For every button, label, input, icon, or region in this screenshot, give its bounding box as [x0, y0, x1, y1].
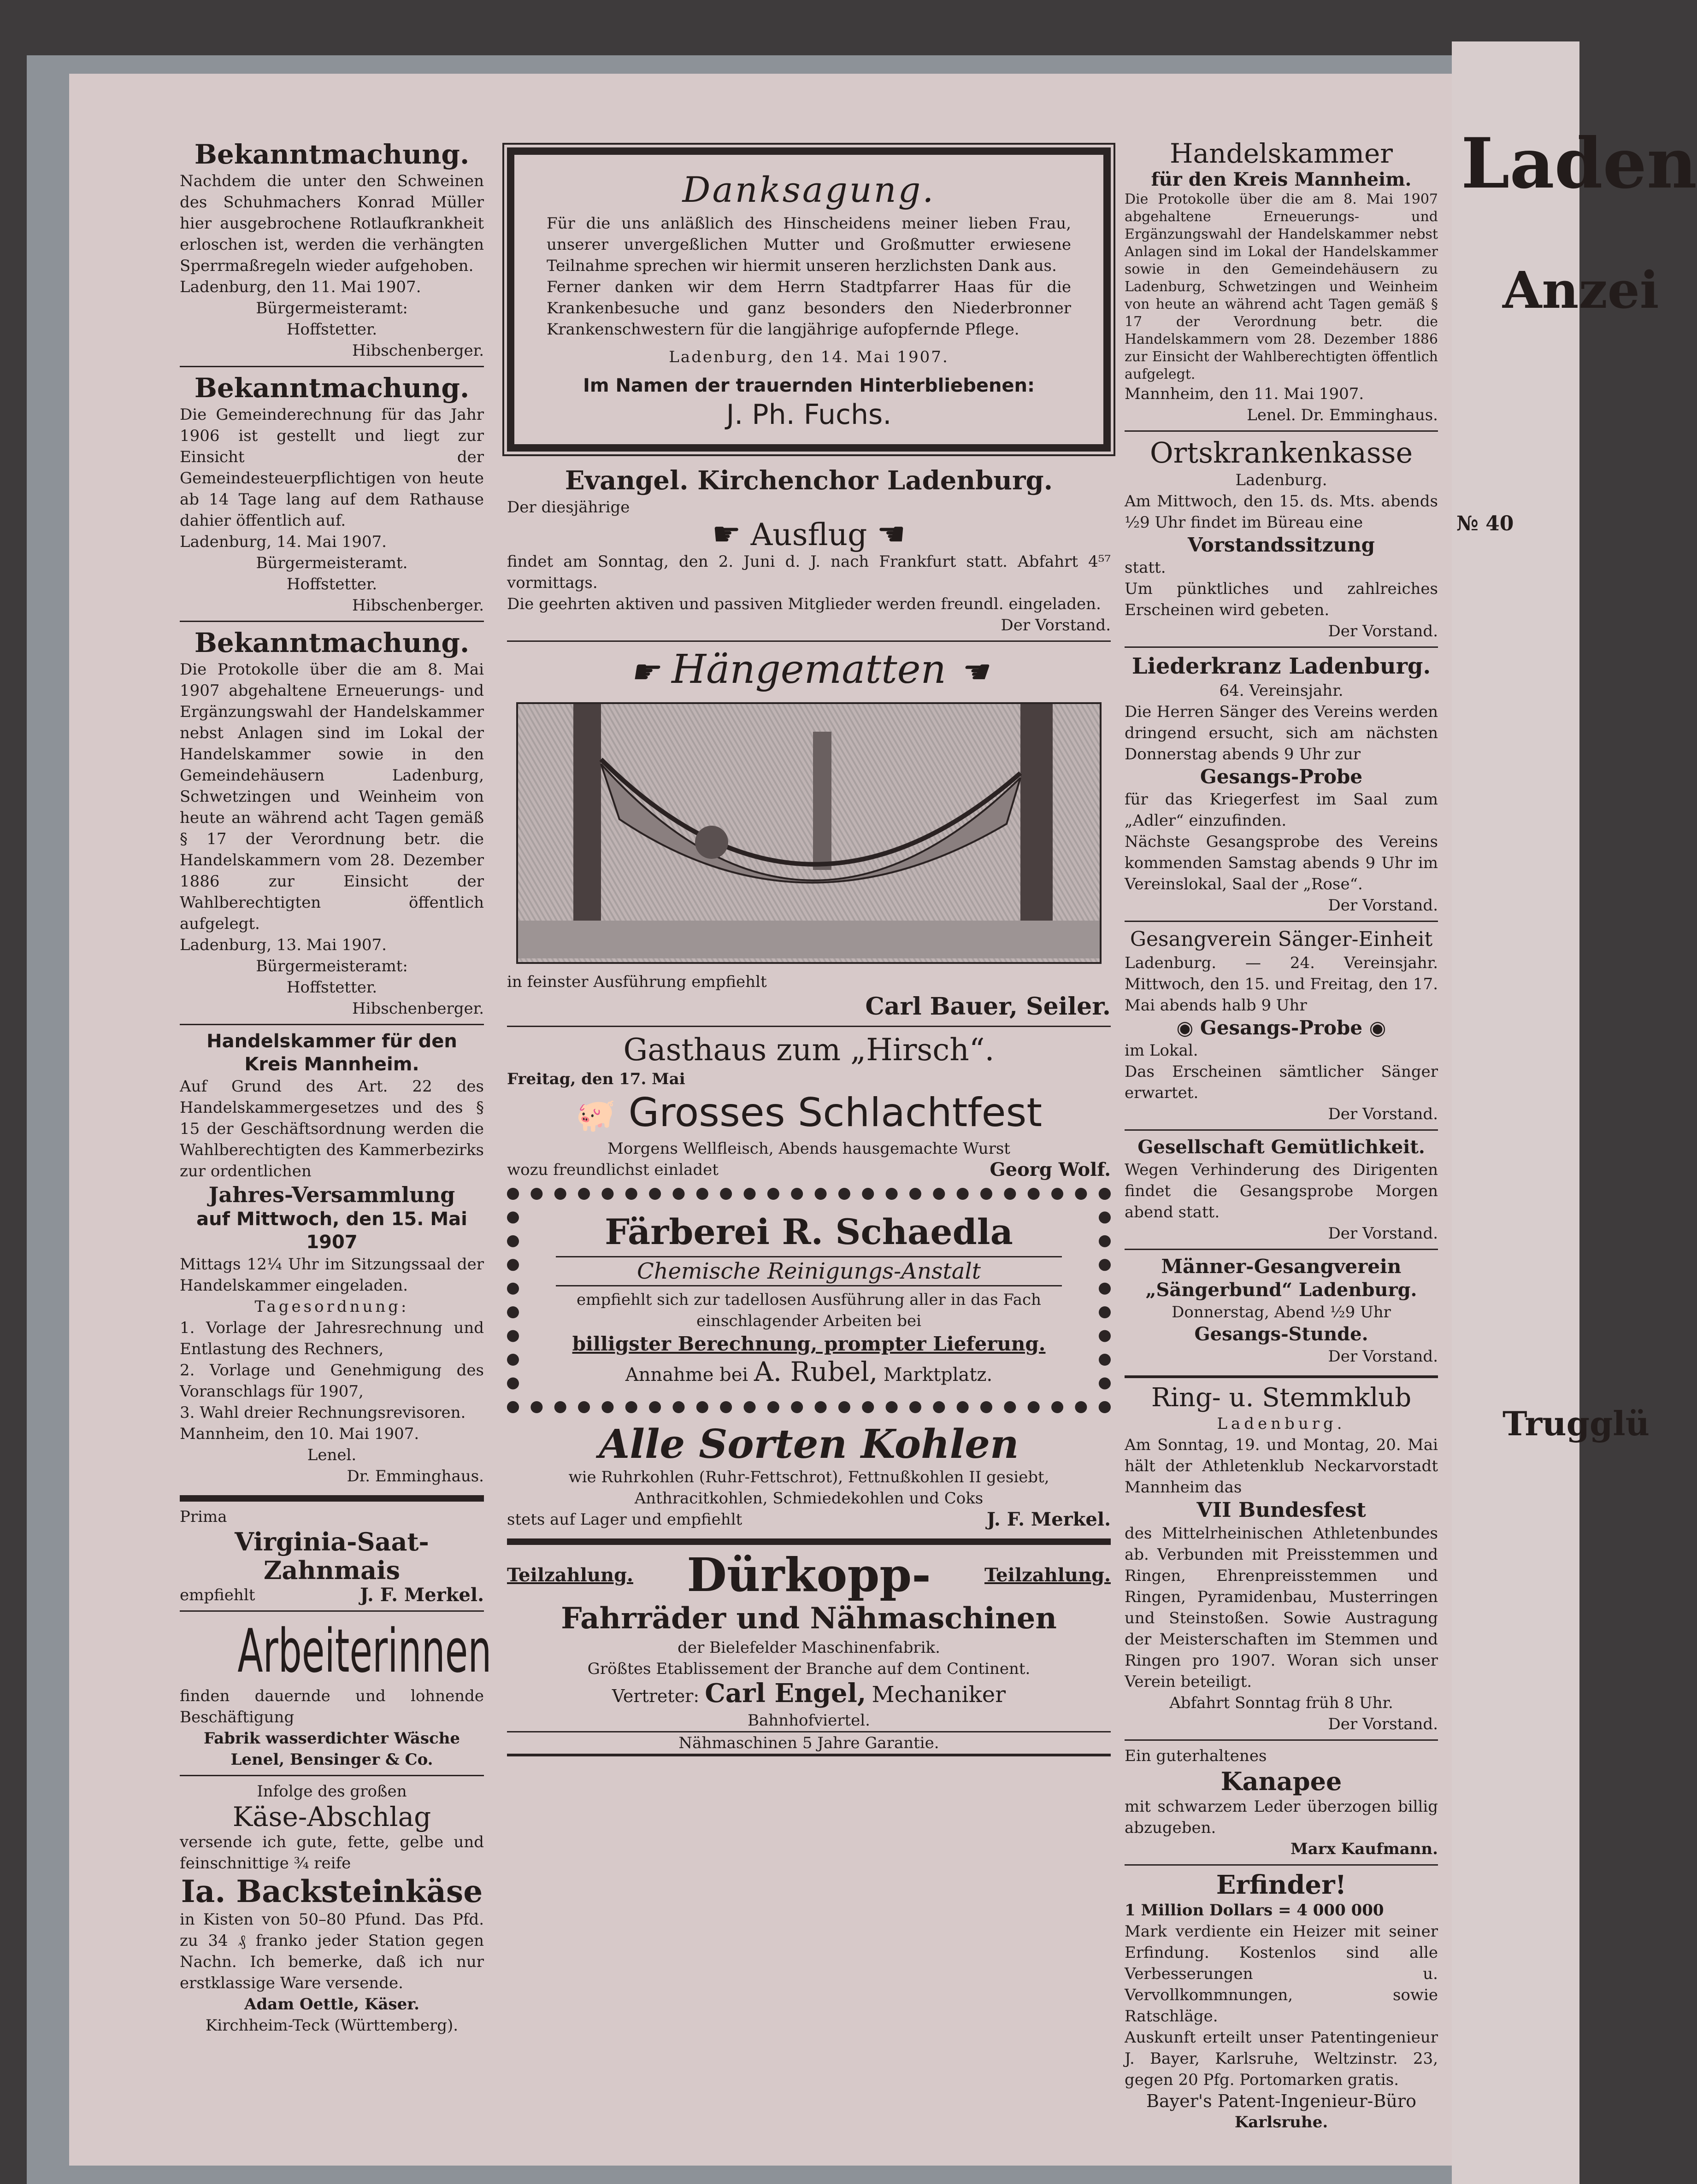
ad-place: Kirchheim-Teck (Württemberg). — [205, 2016, 459, 2035]
ad-sig: Der Vorstand. — [1001, 616, 1111, 634]
ad-place: Bahnhofviertel. — [748, 1711, 870, 1730]
ad-big — [507, 515, 1111, 553]
notice-place: Mannheim, den 10. Mai 1907. — [180, 1425, 419, 1443]
ad-erfinder — [1125, 1870, 1438, 2133]
notice-rotlauf — [180, 138, 484, 361]
notice-place: Ladenburg, 13. Mai 1907. — [180, 936, 387, 954]
notice-handelskammer — [1125, 138, 1438, 426]
ad-title: Arbeiterinnen — [237, 1616, 492, 1686]
ad-body: empfiehlt sich zur tadellosen Ausführung aller in das Fach einschlagender Arbeiten bei — [577, 1291, 1041, 1330]
ad-sig: J. F. Merkel. — [360, 1584, 484, 1606]
ad-big — [507, 1090, 1111, 1138]
notice-sig: Dr. Emminghaus. — [347, 1467, 484, 1485]
notice-protokolle — [180, 627, 484, 1019]
column-right — [1125, 138, 1438, 2133]
divider — [507, 1026, 1111, 1027]
notice-sig: Hibschenberger. — [352, 999, 484, 1018]
divider — [180, 1024, 484, 1025]
ad-side: Teilzahlung. — [507, 1564, 633, 1586]
target-icon: ◉ — [1176, 1016, 1194, 1039]
ad-body: mit schwarzem Leder überzogen billig abzugeben. — [1125, 1797, 1438, 1837]
notice-body: Wegen Verhinderung des Dirigenten findet die Gesangsprobe Morgen abend statt. — [1125, 1161, 1438, 1221]
notice-body: Abfahrt Sonntag früh 8 Uhr. — [1169, 1694, 1393, 1712]
notice-sig: Hoffstetter. — [286, 978, 377, 997]
divider — [1125, 921, 1438, 922]
notice-title: Bekanntmachung. — [194, 372, 470, 404]
facing-masthead: Laden — [1461, 123, 1697, 204]
ad-firm: Lenel, Bensinger & Co. — [230, 1750, 433, 1769]
ad-subtitle: Fahrräder und Nähmaschinen — [561, 1601, 1057, 1636]
notice-bold: VII Bundesfest — [1196, 1498, 1366, 1522]
notice-body: Auf Grund des Art. 22 des Handelskammergesetzes und des § 15 der Geschäftsordnung werden die Wahlberechtigten des Kammerbezirks zur ordentlichen — [180, 1077, 484, 1180]
notice-bold-text: Gesangs-Probe — [1200, 1016, 1363, 1039]
notice-title: Handelskammer für den Kreis Mannheim. — [206, 1031, 457, 1075]
notice-place: Mannheim, den 11. Mai 1907. — [1125, 385, 1364, 403]
ad-body: versende ich gute, fette, gelbe und feinschnittige ¾ reife — [180, 1833, 484, 1873]
ad-title: Dürkopp- — [687, 1548, 931, 1602]
dank-body: Ferner danken wir dem Herrn Stadtpfarrer Haas für die Krankenbesuche und ganz besonders den Niederbronner Krankenschwestern für die langjährige aufopfernde Pflege. — [547, 278, 1071, 339]
notice-title: Ortskrankenkasse — [1149, 436, 1413, 470]
notice-body: Nächste Gesangsprobe des Vereins kommenden Samstag abends 9 Uhr im Vereinslokal, Saal der „Rose“. — [1125, 833, 1438, 893]
ad-title-row — [507, 646, 1111, 695]
notice-title: Männer-Gesangverein — [1161, 1255, 1402, 1278]
notice-sig: Der Vorstand. — [1328, 1715, 1438, 1733]
dank-subtitle: Im Namen der trauernden Hinterbliebenen: — [583, 375, 1035, 396]
notice-place: Ladenburg, 14. Mai 1907. — [180, 533, 387, 551]
divider — [1125, 1864, 1438, 1866]
notice-body: im Lokal. — [1125, 1041, 1198, 1060]
person-head — [695, 826, 728, 859]
notice-bold — [1125, 1016, 1438, 1040]
ad-body: finden dauernde und lohnende Beschäftigung — [180, 1687, 484, 1726]
tree-trunk — [573, 704, 601, 958]
ad-body: Größtes Etablissement der Branche auf dem Continent. — [587, 1660, 1031, 1678]
notice-title: Gesellschaft Gemütlichkeit. — [1137, 1136, 1425, 1158]
divider — [1125, 1129, 1438, 1131]
ad-accept — [537, 1356, 1080, 1390]
notice-sig: Lenel. Dr. Emminghaus. — [1247, 406, 1438, 424]
facing-issue-number: № 40 — [1456, 512, 1514, 535]
notice-body: Nachdem die unter den Schweinen des Schuhmachers Konrad Müller hier ausgebrochene Rotlaufkrankheit erloschen ist, werden die verhängten Sperrmaßregeln wieder aufgehoben. — [180, 172, 484, 275]
hammock-illustration — [516, 702, 1102, 964]
agenda-item: 2. Vorlage und Genehmigung des Voranschlags für 1907, — [180, 1361, 484, 1401]
divider — [180, 366, 484, 367]
notice-body: Mittags 12¼ Uhr im Sitzungssaal der Handelskammer eingeladen. — [180, 1255, 484, 1295]
dank-name: J. Ph. Fuchs. — [726, 399, 892, 431]
ad-side: Teilzahlung. — [984, 1564, 1111, 1586]
ad-body: findet am Sonntag, den 2. Juni d. J. nach Frankfurt statt. Abfahrt 4⁵⁷ vormittags. — [507, 552, 1111, 592]
divider — [1125, 1249, 1438, 1250]
ad-rep-job: Mechaniker — [872, 1682, 1006, 1708]
notice-title: Liederkranz Ladenburg. — [1131, 653, 1431, 679]
notice-bold: Vorstandssitzung — [1188, 534, 1375, 556]
notice-body: Das Erscheinen sämtlicher Sänger erwartet. — [1125, 1063, 1438, 1102]
divider — [180, 1775, 484, 1776]
tree-trunk — [813, 732, 831, 870]
ad-hirsch — [507, 1032, 1111, 1180]
divider — [1125, 646, 1438, 648]
pointing-hand-icon: ☛ — [712, 515, 741, 553]
notice-gemeinderechnung — [180, 372, 484, 616]
ad-sig: Georg Wolf. — [990, 1159, 1111, 1180]
ad-title: Alle Sorten Kohlen — [599, 1421, 1019, 1468]
notice-ortskrankenkasse — [1125, 436, 1438, 642]
ad-rep — [507, 1679, 1111, 1710]
notice-sig: Hibschenberger. — [352, 596, 484, 615]
notice-title: Gesangverein Sänger-Einheit — [1130, 928, 1433, 951]
notice-gemuetlichkeit — [1125, 1135, 1438, 1244]
notice-title: Bekanntmachung. — [194, 139, 470, 170]
notice-sig: Hoffstetter. — [286, 575, 377, 593]
notice-body: statt. — [1125, 558, 1166, 577]
divider — [180, 1610, 484, 1612]
ad-sig: Bayer's Patent-Ingenieur-Büro — [1146, 2091, 1416, 2111]
ad-left: stets auf Lager und empfiehlt — [507, 1510, 742, 1529]
notice-subtitle: Jahres-Versammlung — [208, 1182, 455, 1207]
ad-title-row — [507, 1550, 1111, 1600]
ad-arbeiterinnen — [180, 1616, 492, 1770]
column-left — [180, 138, 492, 2036]
ad-sig: Marx Kaufmann. — [1290, 1840, 1438, 1858]
dank-body: Für die uns anläßlich des Hinscheidens meiner lieben Frau, unserer unvergeßlichen Mutter und Großmutter erwiesene Teilnahme sprechen wir hiermit unseren herzlichsten Dank aus. — [547, 214, 1071, 275]
ad-footer — [180, 1585, 484, 1606]
ad-body: Die geehrten aktiven und passiven Mitglieder werden freundl. eingeladen. — [507, 595, 1101, 613]
ad-pre: Infolge des großen — [257, 1782, 407, 1801]
ad-left: wozu freundlichst einladet — [507, 1161, 719, 1179]
ad-pre: Ein guterhaltenes — [1125, 1747, 1267, 1765]
notice-saengerbund — [1125, 1255, 1438, 1367]
ad-title: Evangel. Kirchenchor Ladenburg. — [565, 465, 1053, 496]
dank-title: Danksagung. — [682, 169, 936, 210]
ad-body: wie Ruhrkohlen (Ruhr-Fettschrot), Fettnußkohlen II gesiebt, Anthracitkohlen, Schmiedekohlen und Coks — [568, 1468, 1049, 1508]
ad-kohlen — [507, 1422, 1111, 1530]
ad-footer — [507, 1159, 1111, 1180]
ad-kirchenchor — [507, 464, 1111, 636]
ad-body: der Bielefelder Maschinenfabrik. — [678, 1638, 940, 1657]
ad-sig: J. F. Merkel. — [987, 1509, 1111, 1530]
notice-subtitle: 64. Vereinsjahr. — [1219, 681, 1343, 700]
notice-ringklub — [1125, 1383, 1438, 1735]
notice-body: Die Protokolle über die am 8. Mai 1907 abgehaltene Erneuerungs- und Ergänzungswahl der Handelskammer nebst Anlagen sind im Lokal der Handelskammer sowie in den Gemeindehäusern Ladenburg, Schwetzingen und Weinheim von heute an während acht Tagen gemäß § 17 der Verordnung betr. die Handelskammern vom 28. Dezember 1886 zur Einsicht der Wahlberechtigten öffentlich aufgelegt. — [180, 660, 484, 933]
ad-kaese — [180, 1781, 484, 2036]
notice-bold: Gesangs-Stunde. — [1194, 1323, 1368, 1345]
notice-body: Ladenburg. — 24. Vereinsjahr. Mittwoch, den 15. und Freitag, den 17. Mai abends halb 9 Uhr — [1125, 954, 1438, 1015]
agenda-item: 3. Wahl dreier Rechnungsrevisoren. — [180, 1403, 466, 1422]
notice-sig: Der Vorstand. — [1328, 622, 1438, 640]
notice-bold: Gesangs-Probe — [1200, 765, 1363, 788]
ad-left: empfiehlt — [180, 1586, 255, 1604]
ad-accept-place: Marktplatz. — [883, 1364, 993, 1386]
notice-office: Bürgermeisteramt: — [256, 957, 408, 975]
column-middle — [507, 147, 1111, 1756]
notice-body: des Mittelrheinischen Athletenbundes ab. Verbunden mit Preisstemmen und Ringen, Ehrenpreisstemmen und Ringen, Pyramidenbau, Musterringen und Steinstoßen. Sowie Austragung der Meisterschaften im Stemmen und Ringen pro 1907. Woran sich unser Verein beteiligt. — [1125, 1524, 1438, 1691]
ad-body: Auskunft erteilt unser Patentingenieur J. Bayer, Karlsruhe, Weltzinstr. 23, gegen 20 Pfg. Portomarken gratis. — [1125, 2028, 1438, 2089]
ad-big-text: Ausflug — [750, 517, 867, 552]
notice-place: Ladenburg. — [1217, 1415, 1346, 1433]
pointing-hand-icon: ☚ — [877, 515, 906, 553]
ad-firm: Fabrik wasserdichter Wäsche — [203, 1729, 460, 1748]
notice-subtitle: für den Kreis Mannheim. — [1151, 169, 1412, 190]
ad-haengematten — [507, 646, 1111, 1021]
notice-body: Um pünktliches und zahlreiches Erscheinen wird gebeten. — [1125, 580, 1438, 619]
ad-body: in Kisten von 50–80 Pfund. Das Pfd. zu 34 ₰ franko jeder Station gegen Nachn. Ich bemerke, daß ich nur erstklassige Ware versende. — [180, 1910, 484, 1992]
notice-title: Handelskammer — [1169, 138, 1393, 169]
notice-place: Ladenburg, den 11. Mai 1907. — [180, 278, 421, 296]
ad-title: Färberei R. Schaedla — [605, 1211, 1013, 1252]
ad-place: Karlsruhe. — [1234, 2113, 1328, 2131]
notice-office: Bürgermeisteramt: — [256, 299, 408, 317]
ad-zahnmais — [180, 1506, 484, 1606]
notice-title: Ring- u. Stemmklub — [1151, 1383, 1412, 1413]
divider — [507, 1538, 1111, 1545]
ad-title: Gasthaus zum „Hirsch“. — [623, 1032, 995, 1068]
notice-body: Am Mittwoch, den 15. ds. Mts. abends ½9 Uhr findet im Büreau eine — [1125, 492, 1438, 532]
ad-pre: in feinster Ausführung empfiehlt — [507, 973, 767, 991]
notice-liederkranz — [1125, 652, 1438, 916]
ad-kanapee — [1125, 1745, 1438, 1860]
notice-body: Die Herren Sänger des Vereins werden dringend ersucht, sich am nächsten Donnerstag abends 9 Uhr zur — [1125, 703, 1438, 763]
ad-accept-label: Annahme bei — [625, 1364, 748, 1386]
ad-bold: billigster Berechnung, prompter Lieferung. — [572, 1333, 1046, 1355]
ad-pre: Prima — [180, 1508, 227, 1526]
notice-sig: Der Vorstand. — [1328, 1347, 1438, 1366]
ad-rep-label: Vertreter: — [612, 1686, 700, 1706]
notice-sig: Hibschenberger. — [352, 341, 484, 360]
ad-title: Kanapee — [1220, 1767, 1342, 1796]
ad-sig: Adam Oettle, Käser. — [244, 1995, 419, 2014]
ad-body: Mark verdiente ein Heizer mit seiner Erfindung. Kostenlos sind alle Verbesserungen u. Vervollkommnungen, sowie Ratschläge. — [1125, 1922, 1438, 2025]
ad-big-text: Grosses Schlachtfest — [628, 1090, 1043, 1136]
ad-title: Hängematten — [672, 646, 946, 693]
notice-sig: Lenel. — [307, 1446, 357, 1464]
notice-place: Ladenburg. — [1235, 471, 1327, 489]
notice-subtitle: „Sängerbund“ Ladenburg. — [1145, 1279, 1417, 1301]
notice-sig: Der Vorstand. — [1328, 896, 1438, 915]
facing-story-title: Trugglü — [1503, 1404, 1650, 1443]
facing-subhead: Anzei — [1503, 260, 1659, 320]
pointing-hand-icon: ☚ — [959, 653, 988, 691]
notice-body: Die Gemeinderechnung für das Jahr 1906 ist gestellt und liegt zur Einsicht der Gemeindesteuerpflichtigen von heute ab 14 Tage lang auf dem Rathause dahier öffentlich auf. — [180, 405, 484, 530]
divider — [1125, 1739, 1438, 1741]
agenda-item: 1. Vorlage der Jahresrechnung und Entlastung des Rechners, — [180, 1319, 484, 1358]
notice-sig: Der Vorstand. — [1328, 1224, 1438, 1243]
notice-body: Donnerstag, Abend ½9 Uhr — [1172, 1303, 1391, 1321]
notice-saenger-einheit — [1125, 927, 1438, 1125]
ad-sig: Carl Bauer, Seiler. — [865, 992, 1111, 1021]
divider — [1125, 430, 1438, 432]
notice-date: auf Mittwoch, den 15. Mai 1907 — [196, 1209, 467, 1253]
ad-footer — [507, 1509, 1111, 1530]
notice-office: Bürgermeisteramt. — [256, 554, 408, 572]
ad-title: Ia. Backsteinkäse — [181, 1873, 483, 1909]
ground — [518, 921, 1100, 958]
hammock-svg — [518, 704, 1100, 958]
ad-pre: Der diesjährige — [507, 498, 630, 517]
ad-foot: Nähmaschinen 5 Jahre Garantie. — [507, 1731, 1111, 1756]
notice-body: Die Protokolle über die am 8. Mai 1907 abgehaltene Erneuerungs- und Ergänzungswahl der Handelskammer nebst Anlagen sind im Lokal der Handelskammer sowie in den Gemeindehäusern zu Ladenburg, Schwetzingen und Weinheim von heute an während acht Tagen gemäß § 17 der Verordnung betr. die Handelskammern vom 28. Dezember 1886 zur Einsicht der Wahlberechtigten öffentlich aufgelegt. — [1125, 191, 1438, 382]
divider — [1125, 1375, 1438, 1378]
pointing-hand-icon: ☛ — [630, 653, 659, 691]
notice-handelskammer-versammlung — [180, 1030, 484, 1487]
notice-title: Bekanntmachung. — [194, 627, 470, 658]
ad-date: Freitag, den 17. Mai — [507, 1070, 685, 1088]
facing-page — [1452, 41, 1697, 2184]
tree-trunk — [1020, 704, 1053, 958]
ad-accept-name: A. Rubel, — [754, 1356, 878, 1387]
ad-faerberei-box — [507, 1188, 1111, 1413]
divider — [507, 640, 1111, 642]
divider — [180, 1495, 484, 1502]
ad-rep-name: Carl Engel, — [705, 1678, 866, 1708]
ad-title: Käse-Abschlag — [232, 1801, 431, 1832]
notice-sig: Hoffstetter. — [286, 320, 377, 339]
dank-place: Ladenburg, den 14. Mai 1907. — [669, 348, 949, 366]
notice-body: Am Sonntag, 19. und Montag, 20. Mai hält der Athletenklub Neckarvorstadt Mannheim das — [1125, 1436, 1438, 1497]
target-icon: ◉ — [1369, 1016, 1386, 1039]
notice-body: für das Kriegerfest im Saal zum „Adler“ einzufinden. — [1125, 790, 1438, 830]
ad-bold: 1 Million Dollars = 4 000 000 — [1125, 1901, 1384, 1920]
pig-icon: 🐖 — [575, 1096, 616, 1134]
notice-sig: Der Vorstand. — [1328, 1105, 1438, 1123]
ad-duerkopp — [507, 1550, 1111, 1756]
ad-title: Erfinder! — [1216, 1870, 1347, 1900]
divider — [180, 621, 484, 622]
ad-body: Morgens Wellfleisch, Abends hausgemachte Wurst — [607, 1139, 1010, 1158]
danksagung-box — [507, 147, 1111, 452]
ad-subtitle: Chemische Reinigungs-Anstalt — [556, 1256, 1062, 1286]
agenda-title: Tagesordnung: — [254, 1297, 409, 1316]
ad-title: Virginia-Saat-Zahnmais — [235, 1527, 429, 1585]
